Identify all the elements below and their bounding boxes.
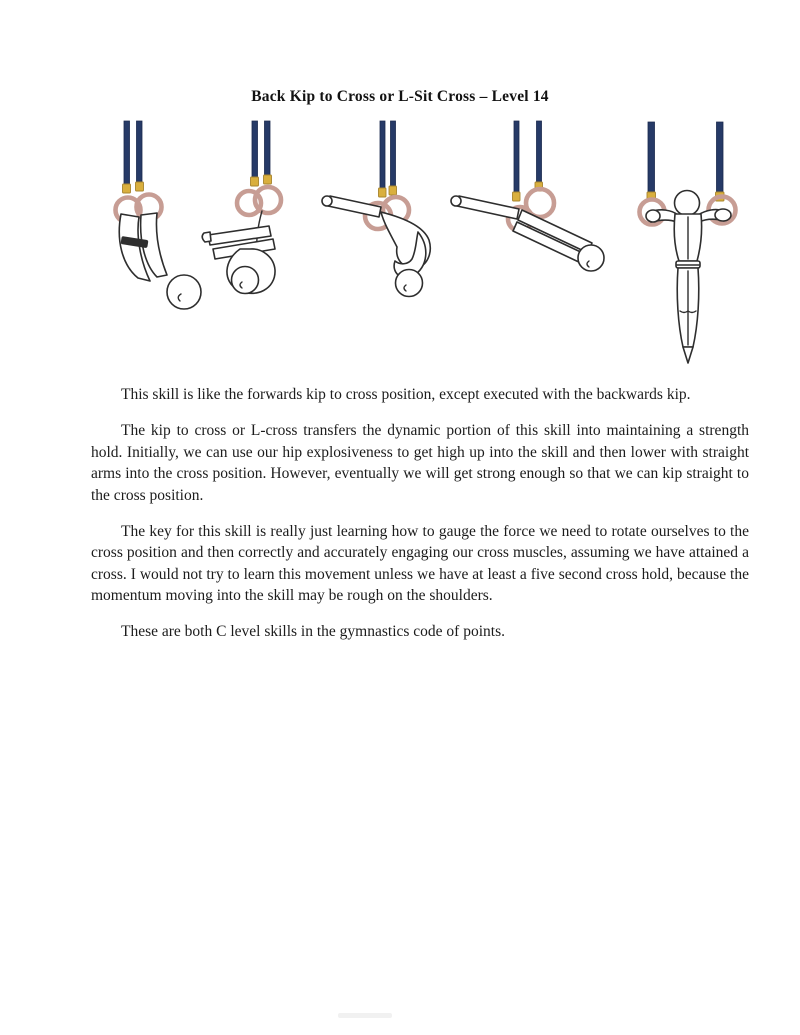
gymnast-figure: [322, 196, 430, 297]
paragraph-2: The kip to cross or L-cross transfers the dynamic portion of this skill into maintaining a strength hold. Initially, we can use our hip explosiveness to get high up into the skill and then lower with straight arms into the cross position. However, eventually we will get strong enough so that we can kip straight to the cross position.: [91, 422, 749, 504]
strap: [391, 121, 396, 189]
figure-body-extension-icon: [451, 121, 604, 271]
figure-kip-initiation-icon: [322, 121, 430, 297]
strap: [137, 121, 143, 185]
buckle-icon: [251, 177, 259, 186]
gymnast-figure: [119, 213, 201, 309]
head: [167, 275, 201, 309]
gymnast-figure: [646, 191, 731, 364]
paragraph-4: These are both C level skills in the gymnastics code of points.: [121, 623, 505, 640]
page-title: Back Kip to Cross or L-Sit Cross – Level 14: [251, 88, 549, 105]
buckle-icon: [136, 182, 144, 191]
paragraph-1: This skill is like the forwards kip to cross position, except executed with the backwards kip.: [121, 386, 691, 403]
buckle-icon: [264, 175, 272, 184]
figure-inverted-hang-icon: [116, 121, 202, 309]
footer-artifact: [338, 1013, 392, 1018]
head: [675, 191, 700, 216]
strap: [380, 121, 385, 189]
head: [578, 245, 604, 271]
strap: [717, 122, 724, 193]
strap: [265, 121, 271, 178]
ring-icon: [526, 189, 554, 217]
strap: [537, 121, 542, 183]
buckle-icon: [123, 184, 131, 193]
body-text: [91, 384, 749, 657]
gymnast-figure: [202, 211, 275, 294]
strap: [124, 121, 130, 185]
buckle-icon: [389, 186, 397, 195]
buckle-icon: [513, 192, 521, 201]
strap: [648, 122, 655, 193]
rings-sequence-illustration: [0, 115, 800, 370]
paragraph-3: The key for this skill is really just learning how to gauge the force we need to rotate ourselves to the cross position and then correctly and accurately engaging our cross muscles, assuming we have attained a cross. I would not try to learn this movement unless we have at least a five second cross hold, because the momentum moving into the skill may be rough on the shoulders.: [91, 522, 749, 604]
head: [232, 267, 259, 294]
head: [396, 270, 423, 297]
figure-inverted-pike-icon: [202, 121, 281, 294]
strap: [514, 121, 519, 193]
buckle-icon: [379, 188, 387, 197]
figure-cross-position-icon: [640, 122, 736, 363]
strap: [252, 121, 258, 178]
